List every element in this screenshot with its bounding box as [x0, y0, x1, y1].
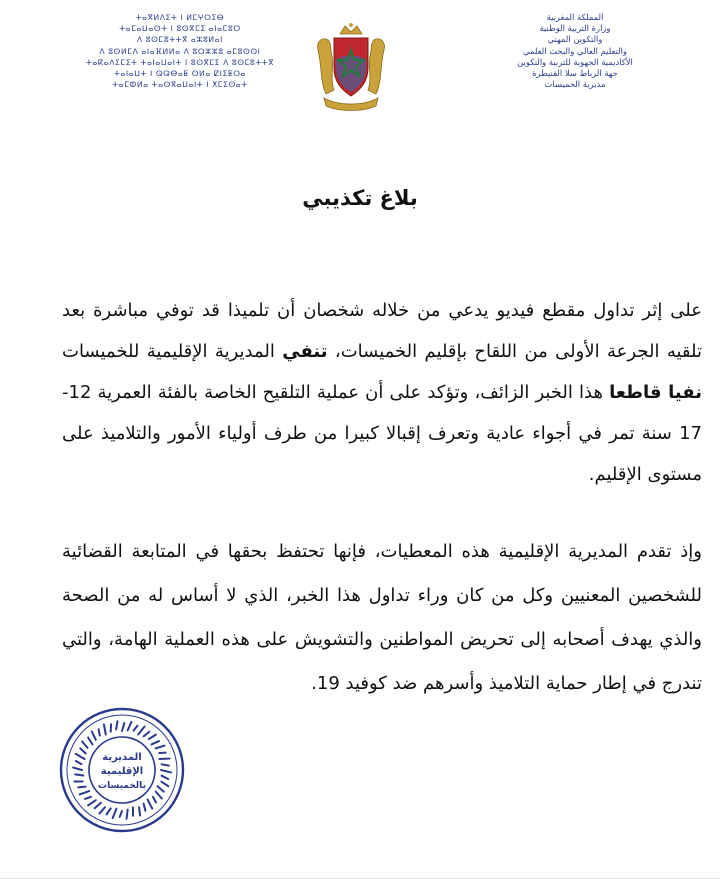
stamp-ring-mark — [161, 770, 171, 772]
stamp-ring-mark — [144, 732, 150, 737]
arabic-letterhead-line: جهة الرباط سلا القنيطرة — [532, 68, 618, 79]
tifinagh-line: ⴷ ⵓⵙⵎⵓⵜⵜⴳ ⴰⵣⵓⵍⴰⵏ — [136, 35, 224, 45]
stamp-text: الإقليمية — [100, 766, 144, 777]
tifinagh-line: ⵜⴰⴽⴰⴷⵉⵎⵉⵜ ⵜⴰⵏⴰⵡⴰⵏⵜ ⵏ ⵓⵙⴳⵎⵉ ⴷ ⵓⵙⵎⵓⵜⵜⴳ — [86, 57, 274, 67]
stamp-ring-mark — [82, 741, 87, 747]
stamp-ring-mark — [120, 811, 122, 817]
stamp-ring-mark — [85, 797, 91, 799]
stamp-ring-mark — [88, 800, 96, 805]
stamp-ring-mark — [116, 721, 117, 729]
bold-text: تنفي — [282, 341, 328, 362]
coat-of-arms-icon — [312, 20, 390, 112]
stamp-ring-mark — [134, 726, 138, 731]
stamp-ring-mark — [162, 776, 169, 779]
paragraph-denial — [62, 290, 702, 495]
stamp-ring-mark — [80, 748, 85, 753]
paragraph-text: المديرية الإقليمية للخميسات — [62, 341, 283, 362]
stamp-ring-mark — [162, 764, 169, 765]
stamp-ring-mark — [148, 799, 153, 808]
stamp-ring-mark — [73, 768, 82, 770]
arabic-letterhead-line: الأكاديمية الجهوية للتربية والتكوين — [517, 56, 633, 67]
stamp-ring-mark — [76, 761, 82, 764]
arabic-letterhead-line: المملكة المغربية — [546, 12, 604, 22]
stamp-ring-mark — [157, 786, 163, 791]
paragraph-text: على إثر تداول مقطع فيديو يدعي من خلاله شخصان أن تلميذا قد توفي مباشرة بعد تلقيه الجرعة الأولى من اللقاح بإقليم الخميسات، — [62, 300, 702, 362]
stamp-ring-mark — [138, 727, 144, 735]
stamp-ring-mark — [92, 731, 96, 739]
stamp-ring-mark — [161, 782, 168, 787]
stamp-ring-mark — [113, 809, 117, 818]
stamp-ring-mark — [139, 807, 140, 815]
stamp-ring-mark — [99, 807, 105, 813]
paragraph-text: هذا الخبر الزائف، وتؤكد على أن عملية التلقيح الخاصة بالفئة العمرية 12-17 سنة تمر في أجواء عادية وتعرف إقبالا كبيرا من طرف أولياء الأمور والتلاميذ على مستوى الإقليم. — [62, 382, 702, 485]
stamp-ring-mark — [104, 724, 106, 734]
stamp-ring-mark — [156, 792, 162, 799]
stamp-ring-mark — [151, 741, 159, 744]
stamp-ring-mark — [153, 797, 156, 803]
official-stamp — [58, 706, 186, 834]
paragraph-legal-notice: وإذ تقدم المديرية الإقليمية هذه المعطيات، فإنها تحتفظ بحقها في المتابعة القضائية للشخصين المعنيين وكل من كان وراء تداول هذا الخبر، الذي لا أساس له من الصحة والذي يهدف أصحابه إلى تحريض المواطنين والتشويش على هذه العملية الهامة، والتي تندرج في إطار حماية التلاميذ وأسرهم ضد كوفيد 19. — [62, 541, 702, 694]
stamp-text: بالخميسات — [98, 781, 146, 791]
stamp-ring-mark — [75, 774, 83, 775]
stamp-ring-mark — [99, 729, 100, 735]
arabic-letterhead-line: والتعليم العالي والبحث العلمي — [523, 45, 627, 56]
tifinagh-line: ⵜⴰⵎⵀⵍⴰ ⵜⴰⵙⴳⴰⵡⴰⵏⵜ ⵏ ⵅⵎⵉⵙⴰⵜ — [112, 80, 248, 90]
stamp-ring-mark — [128, 722, 132, 730]
tifinagh-line: ⴷ ⵓⵙⵍⵎⴷ ⴰⵏⴰⴼⵍⵍⴰ ⴷ ⵓⵔⵣⵣⵓ ⴰⵎⵓⵙⵙⵏ — [99, 46, 261, 56]
arabic-letterhead-line: مديرية الخميسات — [544, 79, 606, 90]
stamp-ring-mark — [80, 791, 90, 794]
stamp-ring-mark — [149, 735, 156, 739]
bold-text: نفيا قاطعا — [609, 382, 702, 403]
stamp-ring-mark — [127, 810, 128, 819]
document-title: بلاغ تكذيبي — [302, 186, 418, 210]
stamp-ring-mark — [76, 754, 85, 759]
arabic-letterhead-line: وزارة التربية الوطنية — [539, 23, 611, 34]
stamp-text: المديرية — [102, 752, 142, 763]
tifinagh-letterhead — [60, 12, 300, 90]
tifinagh-line: ⵜⴰⴳⵍⴷⵉⵜ ⵏ ⵍⵎⵖⵔⵉⴱ — [135, 13, 225, 22]
stamp-ring-mark — [156, 746, 165, 749]
stamp-ring-mark — [144, 804, 146, 811]
letterhead — [0, 0, 720, 130]
stamp-ring-mark — [107, 808, 111, 814]
stamp-ring-mark — [95, 803, 101, 808]
tifinagh-line: ⵜⴰⵎⴰⵡⴰⵙⵜ ⵏ ⵓⵙⴳⵎⵉ ⴰⵏⴰⵎⵓⵔ — [119, 24, 241, 34]
stamp-ring-mark — [122, 723, 124, 731]
stamp-ring-mark — [88, 737, 92, 744]
tifinagh-line: ⵜⴰⵏⴰⵡⵜ ⵏ ⵕⵕⴱⴰⵟ ⵙⵍⴰ ⵇⵏⵉⵟⵔⴰ — [113, 69, 247, 79]
arabic-letterhead-line: والتكوين المهني — [547, 34, 603, 45]
arabic-letterhead — [455, 12, 695, 90]
stamp-ring-mark — [78, 787, 85, 788]
